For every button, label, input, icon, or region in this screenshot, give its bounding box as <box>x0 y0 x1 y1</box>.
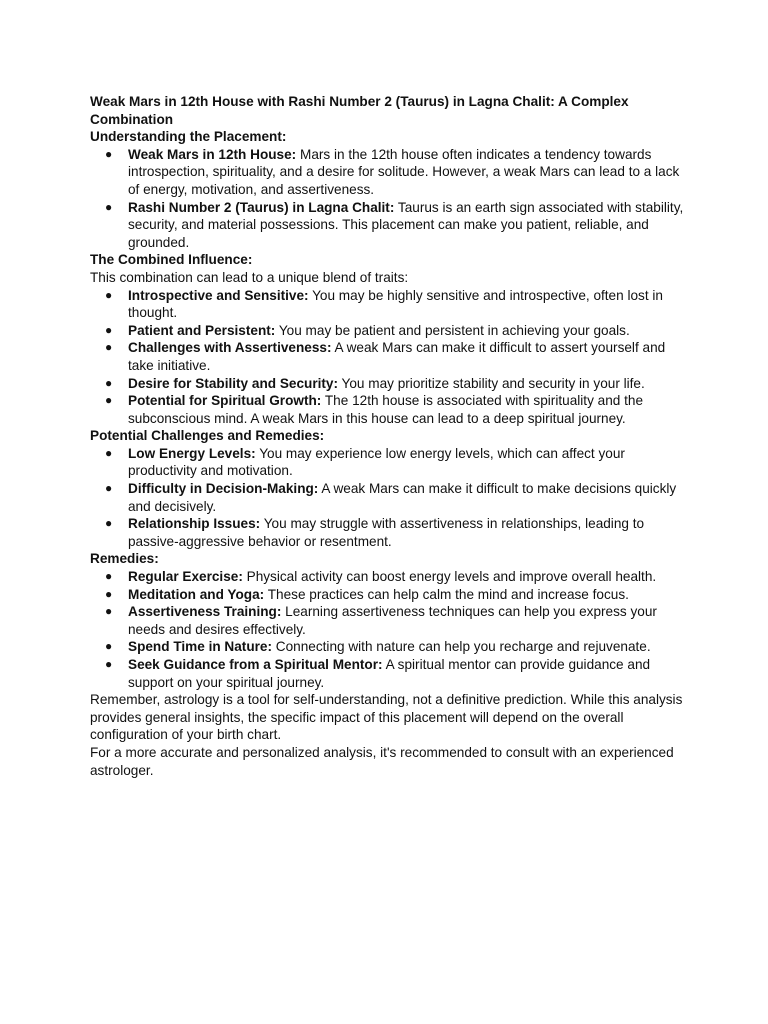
item-text: Physical activity can boost energy levels and improve overall health. <box>242 569 657 585</box>
bullet-icon: ● <box>105 445 113 460</box>
bullet-list <box>90 445 690 551</box>
bullet-icon: ● <box>105 287 113 302</box>
item-term: Assertiveness Training: <box>128 604 282 620</box>
item-term: Potential for Spiritual Growth: <box>128 393 322 409</box>
item-term: Spend Time in Nature: <box>128 639 273 655</box>
item-term: Difficulty in Decision-Making: <box>128 481 319 497</box>
list-item <box>90 375 690 393</box>
bullet-icon: ● <box>105 340 113 355</box>
section-remedies <box>90 550 690 691</box>
item-term: Rashi Number 2 (Taurus) in Lagna Chalit: <box>128 199 395 215</box>
list-item <box>90 199 690 252</box>
item-text: You may experience low energy levels, which can affect your productivity and motivation. <box>128 445 625 479</box>
item-text: Taurus is an earth sign associated with stability, security, and material possessions. This placement can make you patient, reliable, and grounded. <box>128 199 684 250</box>
closing-paragraph: For a more accurate and personalized analysis, it's recommended to consult with an experienced astrologer. <box>90 744 674 778</box>
item-text: Connecting with nature can help you recharge and rejuvenate. <box>272 639 651 655</box>
item-text: A weak Mars can make it difficult to assert yourself and take initiative. <box>128 340 666 373</box>
document-page <box>90 93 690 779</box>
list-item <box>90 287 690 322</box>
bullet-list <box>90 568 690 691</box>
bullet-icon: ● <box>105 146 113 161</box>
bullet-icon: ● <box>105 639 113 654</box>
list-item <box>90 445 690 480</box>
item-text: You may be highly sensitive and introspective, often lost in thought. <box>128 287 663 321</box>
list-item <box>90 392 690 427</box>
bullet-icon: ● <box>105 604 113 619</box>
item-text: A weak Mars can make it difficult to make decisions quickly and decisively. <box>128 481 677 514</box>
section-challenges <box>90 427 690 550</box>
item-term: Relationship Issues: <box>128 516 261 532</box>
bullet-list <box>90 146 690 252</box>
bullet-icon: ● <box>105 516 113 531</box>
bullet-icon: ● <box>105 481 113 496</box>
item-term: Regular Exercise: <box>128 569 243 585</box>
item-text: You may be patient and persistent in achieving your goals. <box>275 322 630 338</box>
bullet-icon: ● <box>105 393 113 408</box>
section-heading: Remedies: <box>90 551 159 567</box>
item-term: Low Energy Levels: <box>128 445 256 461</box>
item-text: A spiritual mentor can provide guidance and support on your spiritual journey. <box>128 657 651 690</box>
list-item <box>90 603 690 638</box>
closing-paragraph: Remember, astrology is a tool for self-understanding, not a definitive prediction. While this analysis provides general insights, the specific impact of this placement will depend on the overall configuration of your birth chart. <box>90 692 683 743</box>
item-term: Challenges with Assertiveness: <box>128 340 332 356</box>
list-item <box>90 638 690 656</box>
bullet-icon: ● <box>105 375 113 390</box>
item-text: The 12th house is associated with spirituality and the subconscious mind. A weak Mars in this house can lead to a deep spiritual journey. <box>128 393 644 426</box>
item-term: Weak Mars in 12th House: <box>128 146 297 162</box>
bullet-icon: ● <box>105 322 113 337</box>
document-title: Weak Mars in 12th House with Rashi Number 2 (Taurus) in Lagna Chalit: A Complex Combination <box>90 94 629 127</box>
item-term: Meditation and Yoga: <box>128 586 265 602</box>
item-text: You may prioritize stability and security in your life. <box>338 375 645 391</box>
item-text: These practices can help calm the mind and increase focus. <box>264 586 629 602</box>
list-item <box>90 480 690 515</box>
section-heading: The Combined Influence: <box>90 252 253 268</box>
section-understanding <box>90 128 690 251</box>
item-text: You may struggle with assertiveness in relationships, leading to passive-aggressive behavior or resentment. <box>128 516 645 549</box>
bullet-icon: ● <box>105 657 113 671</box>
item-term: Patient and Persistent: <box>128 322 276 338</box>
item-text: Mars in the 12th house often indicates a tendency towards introspection, spirituality, and a desire for solitude. However, a weak Mars can lead to a lack of energy, motivation, and assertiveness. <box>128 146 680 197</box>
bullet-list <box>90 287 690 428</box>
item-term: Desire for Stability and Security: <box>128 375 339 391</box>
list-item <box>90 322 690 340</box>
section-heading: Potential Challenges and Remedies: <box>90 428 325 444</box>
list-item <box>90 656 690 691</box>
section-intro: This combination can lead to a unique blend of traits: <box>90 269 409 285</box>
item-text: Learning assertiveness techniques can help you express your needs and desires effectively. <box>128 604 657 637</box>
section-heading: Understanding the Placement: <box>90 129 287 145</box>
item-term: Seek Guidance from a Spiritual Mentor: <box>128 657 383 672</box>
bullet-icon: ● <box>105 569 113 584</box>
section-combined-influence <box>90 251 690 427</box>
bullet-icon: ● <box>105 586 113 601</box>
list-item <box>90 586 690 604</box>
bullet-icon: ● <box>105 199 113 214</box>
list-item <box>90 515 690 550</box>
item-term: Introspective and Sensitive: <box>128 287 309 303</box>
list-item <box>90 339 690 374</box>
list-item <box>90 146 690 199</box>
list-item <box>90 568 690 586</box>
